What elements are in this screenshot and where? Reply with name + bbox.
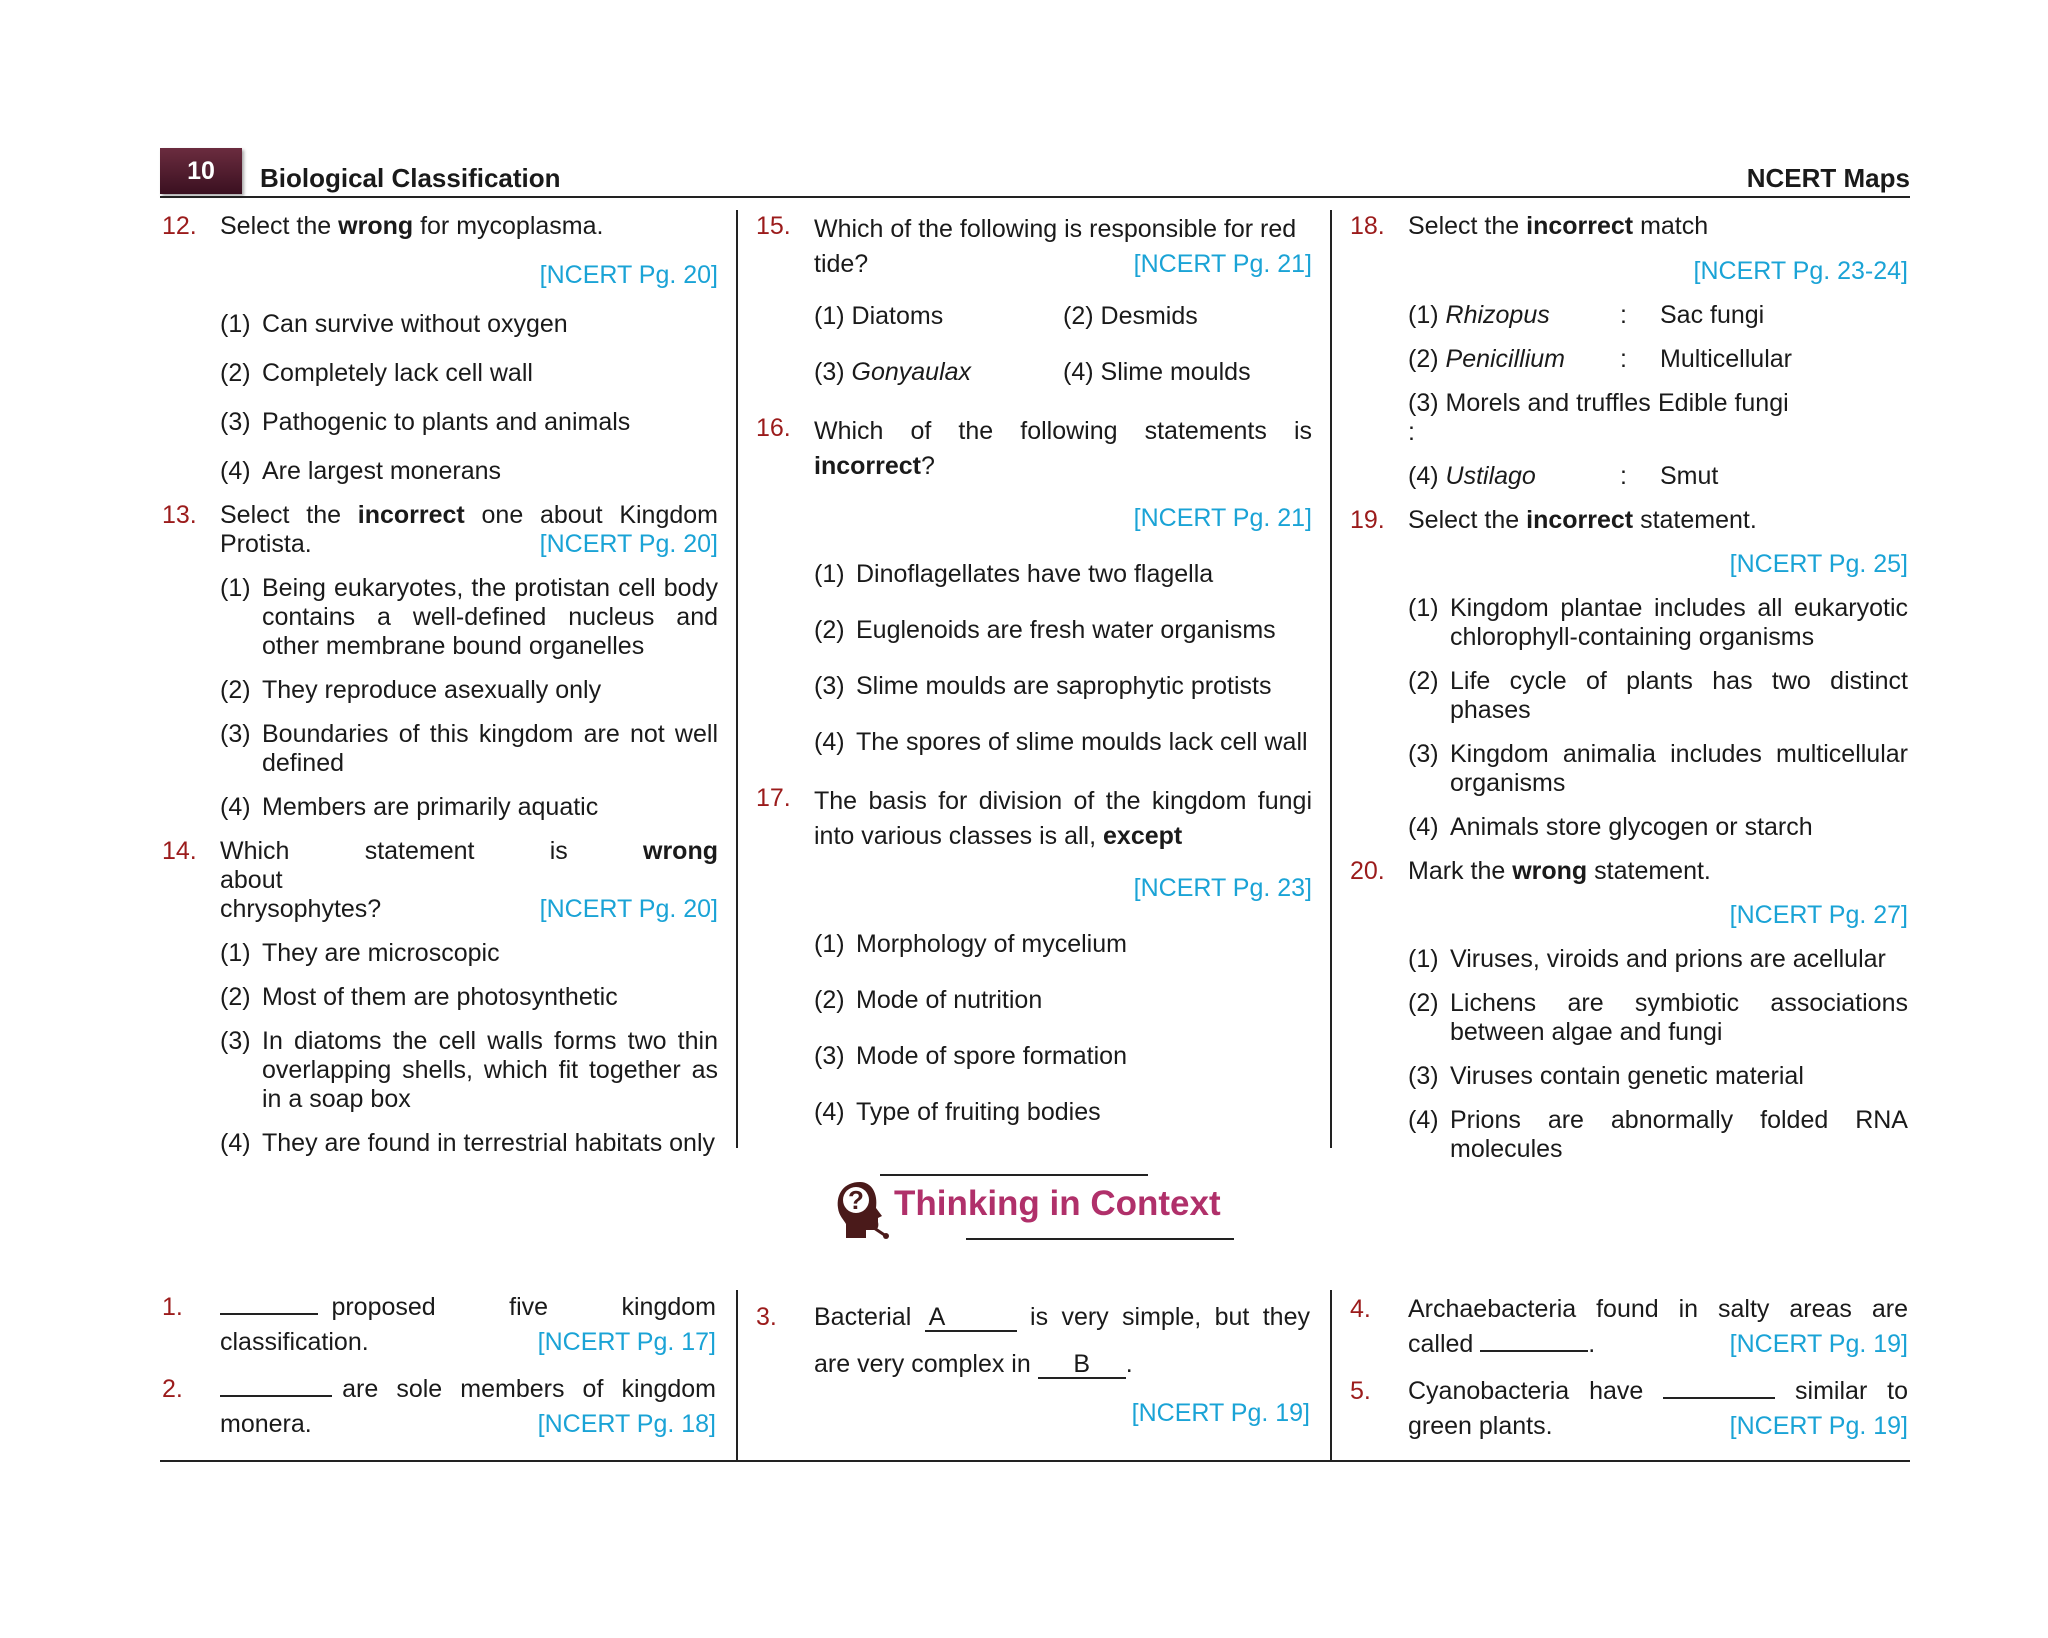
- option-text: Kingdom animalia includes multicellular organisms: [1450, 740, 1908, 797]
- option-number: (3): [220, 408, 251, 436]
- ncert-reference: [NCERT Pg. 23]: [1133, 874, 1312, 902]
- option-text: Can survive without oxygen: [262, 310, 568, 338]
- question-text: called: [1408, 1330, 1474, 1358]
- match-right: Smut: [1660, 462, 1719, 490]
- answer-blank[interactable]: [1480, 1328, 1588, 1352]
- option-number: (3): [814, 358, 845, 386]
- question-text: green plants.: [1408, 1412, 1553, 1440]
- question-number: 19.: [1350, 506, 1385, 534]
- option-3: [814, 358, 1063, 387]
- option-text: They are found in terrestrial habitats only: [262, 1129, 716, 1157]
- question-number: 15.: [756, 212, 791, 240]
- match-row-1: [1348, 301, 1908, 330]
- question-emphasis: incorrect: [1526, 506, 1634, 534]
- ncert-reference: [NCERT Pg. 18]: [537, 1410, 716, 1438]
- page-number-badge: 10: [160, 148, 242, 194]
- question-text: tide?: [814, 250, 869, 278]
- option-1: [1348, 594, 1908, 652]
- option-number: (4): [220, 457, 251, 485]
- question-text: statement.: [1633, 506, 1757, 534]
- option-number: (3): [1408, 740, 1439, 768]
- question-text: about: [220, 866, 283, 894]
- match-right: Edible fungi: [1658, 389, 1789, 417]
- option-number: (2): [814, 986, 845, 1014]
- column-divider-2: [1330, 210, 1332, 1148]
- option-text: Are largest monerans: [262, 457, 502, 485]
- question-emphasis: wrong: [338, 212, 414, 240]
- thinking-item-3: 3. Bacterial A is very simple, but they are very complex in B .: [754, 1294, 1310, 1388]
- question-18: [1348, 212, 1908, 241]
- option-text: Being eukaryotes, the protistan cell body contains a well-defined nucleus and other membrane bound organelles: [262, 574, 718, 660]
- option-number: (1): [220, 310, 251, 338]
- option-text: Slime moulds: [1100, 358, 1251, 386]
- question-emphasis: wrong: [1512, 857, 1588, 885]
- option-number: (1): [1408, 945, 1439, 973]
- question-text: chrysophytes?: [220, 895, 382, 923]
- thinking-item-2: [160, 1372, 716, 1442]
- option-3: [160, 408, 718, 437]
- option-number: (1): [220, 939, 251, 967]
- question-text: Select the: [1408, 212, 1527, 240]
- option-number: (3): [1408, 1062, 1439, 1090]
- question-number: 17.: [756, 784, 791, 812]
- option-1: [754, 560, 1312, 589]
- column-2: [754, 210, 1312, 1127]
- option-number: (4): [1063, 358, 1094, 386]
- option-number: (3): [814, 672, 845, 700]
- option-1: [754, 930, 1312, 959]
- answer-blank[interactable]: [220, 1291, 318, 1315]
- thinking-item-4: 4. Archaebacteria found in salty areas are called . [NCERT Pg. 19]: [1348, 1292, 1908, 1362]
- match-row-2: [1348, 345, 1908, 374]
- question-number: 2.: [162, 1375, 183, 1403]
- question-13: [160, 501, 718, 559]
- question-emphasis: wrong: [643, 837, 718, 865]
- question-number: 20.: [1350, 857, 1385, 885]
- option-number: (4): [814, 1098, 845, 1126]
- options-row-1: [754, 302, 1312, 331]
- option-3: [1348, 740, 1908, 798]
- option-text: They are microscopic: [262, 939, 500, 967]
- option-3: [754, 1042, 1312, 1071]
- option-number: (1): [814, 560, 845, 588]
- question-14: [160, 837, 718, 924]
- option-text: Pathogenic to plants and animals: [262, 408, 631, 436]
- option-2: [160, 676, 718, 705]
- option-4: [1348, 813, 1908, 842]
- match-separator: :: [1408, 418, 1415, 446]
- option-text: Lichens are symbiotic associations between algae and fungi: [1450, 989, 1908, 1046]
- option-2: [160, 983, 718, 1012]
- question-number: 4.: [1350, 1295, 1371, 1323]
- option-number: (4): [814, 728, 845, 756]
- option-number: (2): [814, 616, 845, 644]
- option-2: [1348, 667, 1908, 725]
- question-text: proposed five kingdom: [331, 1293, 716, 1321]
- question-number: 12.: [162, 212, 197, 240]
- option-text: Completely lack cell wall: [262, 359, 533, 387]
- question-text: Select the: [220, 212, 339, 240]
- option-2: [1348, 989, 1908, 1047]
- option-number: (1): [1408, 594, 1439, 622]
- question-number: 18.: [1350, 212, 1385, 240]
- option-number: (3): [220, 1027, 251, 1055]
- ncert-reference: [NCERT Pg. 19]: [1131, 1399, 1310, 1427]
- column-3: [1348, 210, 1908, 1164]
- option-3: [160, 1027, 718, 1114]
- question-text: The basis for division of the kingdom fungi into various classes is all,: [814, 787, 1312, 850]
- match-left: Penicillium: [1445, 345, 1565, 373]
- question-text: for mycoplasma.: [413, 212, 604, 240]
- option-number: (2): [220, 676, 251, 704]
- option-2: [160, 359, 718, 388]
- question-text: Which of the following is responsible for red: [814, 215, 1297, 243]
- question-number: 3.: [756, 1303, 777, 1331]
- match-row-3: [1348, 389, 1908, 447]
- option-number: (4): [220, 1129, 251, 1157]
- option-number: (1): [1408, 301, 1439, 329]
- column-divider-1: [736, 1290, 738, 1460]
- match-separator: :: [1620, 301, 1627, 329]
- option-4: [754, 728, 1312, 757]
- ncert-reference: [NCERT Pg. 19]: [1729, 1412, 1908, 1440]
- option-text: Animals store glycogen or starch: [1450, 813, 1813, 841]
- option-number: (4): [1408, 1106, 1439, 1134]
- option-text: Euglenoids are fresh water organisms: [856, 616, 1276, 644]
- ncert-reference: [NCERT Pg. 21]: [1133, 504, 1312, 532]
- answer-blank-b[interactable]: B: [1038, 1351, 1126, 1379]
- question-text: Archaebacteria found in salty areas are: [1408, 1295, 1908, 1323]
- option-text: Prions are abnormally folded RNA molecules: [1450, 1106, 1908, 1163]
- option-number: (3): [220, 720, 251, 748]
- option-number: (3): [814, 1042, 845, 1070]
- question-text: Select the: [220, 501, 358, 529]
- option-4: [160, 457, 718, 486]
- option-3: [1348, 1062, 1908, 1091]
- ncert-reference: [NCERT Pg. 20]: [539, 895, 718, 923]
- ncert-reference: [NCERT Pg. 19]: [1729, 1330, 1908, 1358]
- option-text: Type of fruiting bodies: [856, 1098, 1101, 1126]
- option-4: [1063, 358, 1312, 387]
- thinking-item-5: [1348, 1374, 1908, 1444]
- option-text: Boundaries of this kingdom are not well defined: [262, 720, 718, 777]
- option-number: (2): [1408, 667, 1439, 695]
- option-4: [160, 793, 718, 822]
- option-4: [160, 1129, 718, 1158]
- option-text: Members are primarily aquatic: [262, 793, 599, 821]
- question-text: Cyanobacteria have: [1408, 1377, 1644, 1405]
- option-number: (2): [1063, 302, 1094, 330]
- option-text: Slime moulds are saprophytic protists: [856, 672, 1272, 700]
- option-1: [160, 574, 718, 661]
- question-text: are sole members of kingdom: [342, 1375, 716, 1403]
- question-number: 16.: [756, 414, 791, 442]
- question-text: are very complex in: [814, 1350, 1031, 1378]
- option-2: [1063, 302, 1312, 331]
- option-2: [754, 986, 1312, 1015]
- section-rule-bottom: [966, 1238, 1234, 1240]
- match-right: Multicellular: [1660, 345, 1792, 373]
- match-left: Ustilago: [1445, 462, 1536, 490]
- option-1: [160, 310, 718, 339]
- question-number: 14.: [162, 837, 197, 865]
- option-number: (1): [814, 302, 845, 330]
- question-16: [754, 414, 1312, 484]
- ncert-reference: [NCERT Pg. 23-24]: [1693, 257, 1908, 285]
- option-text: Viruses contain genetic material: [1450, 1062, 1804, 1090]
- question-19: [1348, 506, 1908, 535]
- option-number: (4): [220, 793, 251, 821]
- option-text: Kingdom plantae includes all eukaryotic chlorophyll-containing organisms: [1450, 594, 1908, 651]
- ncert-reference: [NCERT Pg. 27]: [1729, 901, 1908, 929]
- option-text: The spores of slime moulds lack cell wall: [856, 728, 1308, 756]
- question-text: ?: [920, 452, 935, 480]
- match-left: Morels and truffles: [1445, 389, 1651, 417]
- section-title: Thinking in Context: [894, 1184, 1221, 1223]
- thinking-column-1: [160, 1290, 716, 1442]
- match-separator: :: [1620, 462, 1627, 490]
- question-number: 13.: [162, 501, 197, 529]
- answer-blank[interactable]: [1663, 1375, 1775, 1399]
- option-1: [1348, 945, 1908, 974]
- ncert-reference: [NCERT Pg. 21]: [1133, 250, 1312, 278]
- option-number: (3): [1408, 389, 1439, 417]
- question-number: 5.: [1350, 1377, 1371, 1405]
- option-number: (2): [220, 983, 251, 1011]
- option-number: (2): [1408, 989, 1439, 1017]
- question-12: [160, 212, 718, 241]
- section-rule-top: [880, 1174, 1148, 1176]
- option-1: [814, 302, 1063, 331]
- option-3: [754, 672, 1312, 701]
- option-4: [754, 1098, 1312, 1127]
- ncert-reference: [NCERT Pg. 20]: [539, 530, 718, 558]
- match-left: Rhizopus: [1445, 301, 1550, 329]
- answer-blank[interactable]: [220, 1373, 332, 1397]
- question-emphasis: except: [1103, 822, 1183, 850]
- option-text: Diatoms: [851, 302, 944, 330]
- question-text: one about Kingdom: [464, 501, 718, 529]
- question-text: statement.: [1587, 857, 1711, 885]
- ncert-reference: [NCERT Pg. 17]: [537, 1328, 716, 1356]
- option-text: Mode of nutrition: [856, 986, 1043, 1014]
- option-text: Life cycle of plants has two distinct phases: [1450, 667, 1908, 724]
- option-number: (1): [220, 574, 251, 602]
- chapter-title: Biological Classification: [260, 163, 561, 193]
- question-20: [1348, 857, 1908, 886]
- book-title: NCERT Maps: [1746, 163, 1910, 193]
- question-text: is very simple, but they: [1030, 1303, 1310, 1331]
- option-number: (1): [814, 930, 845, 958]
- option-text: They reproduce asexually only: [262, 676, 602, 704]
- question-text: classification.: [220, 1328, 369, 1356]
- match-separator: :: [1620, 345, 1627, 373]
- option-number: (2): [1408, 345, 1439, 373]
- option-number: (2): [220, 359, 251, 387]
- column-divider-1: [736, 210, 738, 1148]
- option-3: [160, 720, 718, 778]
- option-text: Most of them are photosynthetic: [262, 983, 618, 1011]
- option-2: [754, 616, 1312, 645]
- footer-rule: [160, 1460, 1910, 1462]
- options-row-2: [754, 358, 1312, 387]
- question-text: similar to: [1795, 1377, 1908, 1405]
- option-text: Viruses, viroids and prions are acellular: [1450, 945, 1886, 973]
- question-number: 1.: [162, 1293, 183, 1321]
- match-row-4: [1348, 462, 1908, 491]
- question-text: Select the: [1408, 506, 1527, 534]
- option-1: [160, 939, 718, 968]
- question-emphasis: incorrect: [814, 452, 921, 480]
- option-text: In diatoms the cell walls forms two thin overlapping shells, which fit together as in a soap box: [262, 1027, 718, 1113]
- question-17: [754, 784, 1312, 854]
- question-text: match: [1633, 212, 1709, 240]
- question-text: Bacterial: [814, 1303, 912, 1331]
- question-text: Mark the: [1408, 857, 1513, 885]
- thinking-column-2: [754, 1294, 1310, 1437]
- question-emphasis: incorrect: [1526, 212, 1634, 240]
- svg-text:?: ?: [848, 1185, 864, 1215]
- header-rule: [160, 196, 1910, 198]
- thinking-item-1: [160, 1290, 716, 1360]
- ncert-reference: [NCERT Pg. 20]: [539, 261, 718, 289]
- thinking-column-3: [1348, 1292, 1908, 1444]
- column-1: [160, 210, 718, 1158]
- option-4: [1348, 1106, 1908, 1164]
- option-text: Morphology of mycelium: [856, 930, 1127, 958]
- thinking-head-question-icon: [830, 1178, 890, 1240]
- question-text: Protista.: [220, 530, 312, 558]
- ncert-reference: [NCERT Pg. 25]: [1729, 550, 1908, 578]
- option-text: Desmids: [1100, 302, 1198, 330]
- option-number: (4): [1408, 462, 1439, 490]
- option-text: Dinoflagellates have two flagella: [856, 560, 1214, 588]
- question-text: Which of the following statements is: [814, 417, 1312, 445]
- question-emphasis: incorrect: [357, 501, 465, 529]
- question-text: monera.: [220, 1410, 312, 1438]
- option-text: Gonyaulax: [851, 358, 972, 386]
- match-right: Sac fungi: [1660, 301, 1765, 329]
- answer-blank-a[interactable]: A: [925, 1304, 1017, 1332]
- question-text: Which statement is: [220, 837, 643, 865]
- question-15: [754, 212, 1312, 282]
- column-divider-2: [1330, 1290, 1332, 1460]
- option-number: (4): [1408, 813, 1439, 841]
- option-text: Mode of spore formation: [856, 1042, 1127, 1070]
